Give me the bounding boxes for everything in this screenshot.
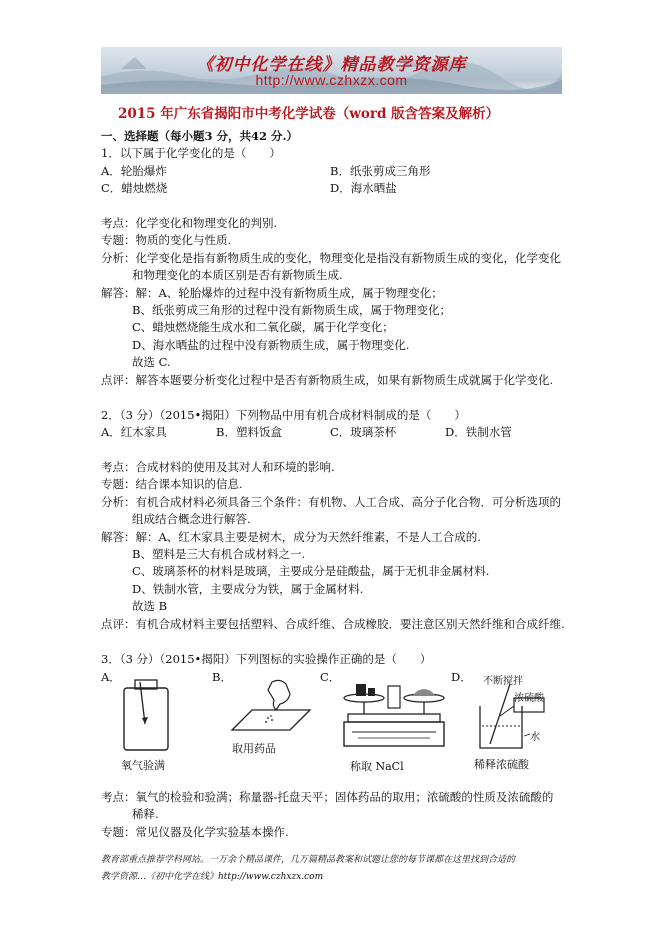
q2-fenxi-line1: 分析：有机合成材料必须具备三个条件：有机物、人工合成、高分子化合物．可分析选项的 [101,495,561,509]
q1-stem: 1．以下属于化学变化的是（ ） [101,146,281,160]
q2-answer: 故选 B [132,599,168,613]
q2-dianping: 点评：有机合成材料主要包括塑料、合成纤维、合成橡胶．要注意区别天然纤维和合成纤维. [101,617,565,631]
balance-scale-figure [338,672,450,756]
q3-kaodian-line1: 考点：氧气的检验和验满；称量器-托盘天平；固体药品的取用；浓硫酸的性质及浓硫酸的 [101,790,554,804]
q3-option-d-letter: D． [451,670,472,684]
site-banner [101,47,562,94]
banner-title: 《初中化学在线》精品教学资源库 [196,55,467,75]
q2-option-b: B．塑料饭盒 [216,425,282,439]
q2-option-a: A．红木家具 [101,425,167,439]
footer-line1: 教育部重点推荐学科网站。一万余个精品课件，几万篇精品教案和试题让您的每节课都在这里找到合适的 [101,855,516,865]
q2-option-c: C．玻璃茶杯 [330,425,397,439]
q2-option-d: D．铁制水管 [445,425,512,439]
oxygen-bottle-figure [118,674,174,754]
document-title: 2015 年广东省揭阳市中考化学试卷（word 版含答案及解析） [118,106,500,122]
q2-jieda-line3: C、玻璃茶杯的材料是玻璃，主要成分是硅酸盐，属于无机非金属材料. [132,564,490,578]
q3-stem: 3．（3 分）（2015•揭阳）下列图标的实验操作正确的是（ ） [101,652,432,666]
section-heading: 一、选择题（每小题3 分，共42 分.） [101,129,299,143]
q3-zhuanti: 专题：常见仪器及化学实验基本操作. [101,825,289,839]
banner-url[interactable]: http://www.czhxzx.com [255,72,408,88]
q1-answer: 故选 C. [132,355,171,369]
q1-zhuanti: 专题：物质的变化与性质. [101,233,232,247]
q3-d-label-acid: 浓硫酸 [514,693,544,704]
q3-d-label-stir: 不断搅拌 [483,676,523,687]
q3-caption-a: 氧气验满 [121,759,165,772]
q2-zhuanti: 专题：结合课本知识的信息. [101,477,243,491]
q3-option-c-letter: C． [320,670,341,684]
reagent-hand-figure [228,676,312,736]
q1-option-b: B．纸张剪成三角形 [330,164,431,178]
acid-dilution-figure [470,676,566,752]
q2-kaodian: 考点：合成材料的使用及其对人和环境的影响. [101,460,335,474]
q1-jieda-line1: 解答：解：A、轮胎爆炸的过程中没有新物质生成，属于物理变化； [101,286,443,300]
q2-stem: 2．（3 分）（2015•揭阳）下列物品中用有机合成材料制成的是（ ） [101,408,466,422]
q1-option-d: D．海水晒盐 [330,181,397,195]
q1-fenxi-line1: 分析：化学变化是指有新物质生成的变化，物理变化是指没有新物质生成的变化，化学变化 [101,251,561,265]
q2-jieda-line4: D、铁制水管，主要成分为铁，属于金属材料. [132,582,364,596]
q3-option-b-letter: B． [212,670,232,684]
q1-jieda-line2: B、纸张剪成三角形的过程中没有新物质生成，属于物理变化； [132,303,451,317]
q3-option-a-letter: A． [101,670,121,684]
q1-jieda-line4: D、海水晒盐的过程中没有新物质生成，属于物理变化. [132,338,410,352]
q1-jieda-line3: C、蜡烛燃烧能生成水和二氧化碳，属于化学变化； [132,320,394,334]
q3-caption-c: 称取 NaCl [350,760,404,773]
q2-jieda-line1: 解答：解：A、红木家具主要是树木，成分为天然纤维素，不是人工合成的. [101,530,481,544]
q2-fenxi-line2: 组成结合概念进行解答. [132,512,251,526]
q1-fenxi-line2: 和物理变化的本质区别是否有新物质生成. [132,268,343,282]
q3-caption-b: 取用药品 [232,742,276,755]
footer-line2: 教学资源…《初中化学在线》http://www.czhxzx.com [101,872,324,882]
q2-jieda-line2: B、塑料是三大有机合成材料之一. [132,547,306,561]
q3-kaodian-line2: 稀释. [132,807,159,821]
q1-kaodian: 考点：化学变化和物理变化的判别. [101,216,278,230]
q1-option-a: A．轮胎爆炸 [101,164,167,178]
q3-d-label-water: 水 [530,732,540,743]
q3-caption-d: 稀释浓硫酸 [474,758,529,771]
q1-option-c: C．蜡烛燃烧 [101,181,168,195]
q1-dianping: 点评：解答本题要分析变化过程中是否有新物质生成，如果有新物质生成就属于化学变化. [101,373,554,387]
